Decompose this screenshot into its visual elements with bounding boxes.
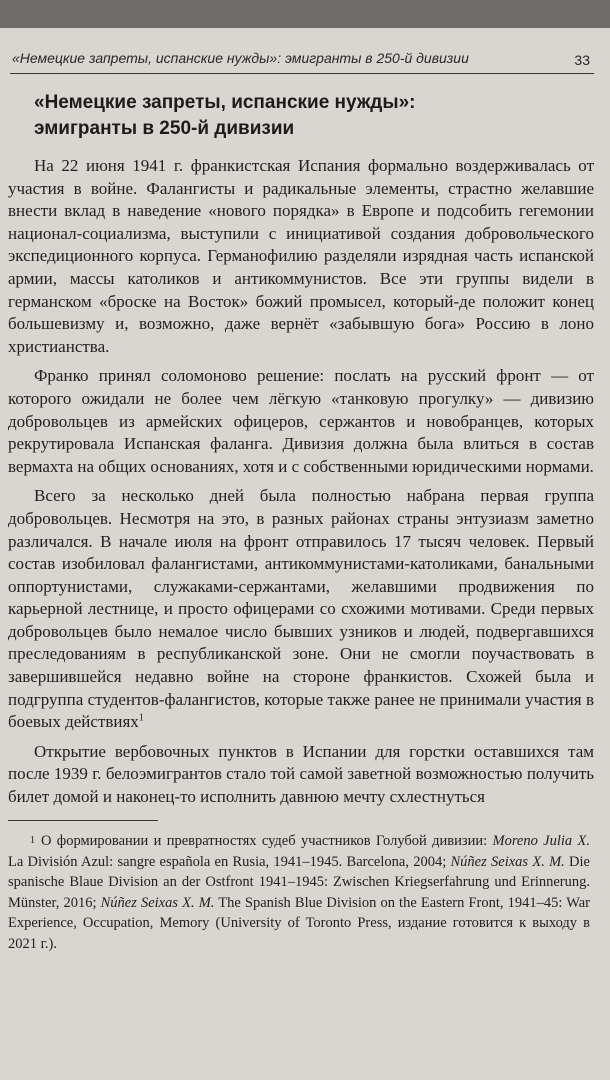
paragraph-1: На 22 июня 1941 г. франкистская Испания формально воздерживалась от участия в войне. Фалангисты и радикальные элементы, страстно желавшие внести вклад в наведение «нового порядка» в Европе и подсобить гегемонии национал-социализма, выступили с инициативой создания добровольческого экспедиционного корпуса. Германофилию разделяли изрядная часть испанской армии, массы католиков и антикоммунистов. Все эти группы видели в германском «броске на Восток» божий промысел, который-де положит конец большевизму и, возможно, даже вернёт «забывшую бога» Россию в лоно христианства. <box>8 156 594 356</box>
running-head: «Немецкие запреты, испанские нужды»: эмигранты в 250-й дивизии <box>12 50 469 66</box>
book-page <box>0 28 610 1080</box>
section-heading <box>34 90 574 142</box>
footnote-author-1: Moreno Julia X. <box>492 833 590 849</box>
footnote <box>8 831 590 954</box>
footnote-author-2: Núñez Seixas X. M. <box>450 853 565 870</box>
body-text <box>8 155 594 809</box>
paragraph-3-text: Всего за несколько дней была полностью набрана первая группа добровольцев. Несмотря на это, в разных районах страны энтузиазм заметно различался. В начале июля на фронт отправилось 17 тысяч человек. Первый состав изобиловал фалангистами, антикоммунистами-католиками, банальными оппортунистами, служаками-сержантами, желавшими продвижения по карьерной лестнице, и просто офицерами со схожими мотивами. Среди первых добровольцев было немалое число бывших узников и людей, подвергавшихся преследованиям в республиканской зоне. Они не смогли поучаствовать в завершившейся недавно войне на стороне франкистов. Схожей была и подгруппа студентов-фалангистов, которые также ранее не принимали участия в боевых действиях <box>8 486 594 732</box>
section-heading-line-2: эмигранты в 250-й дивизии <box>34 118 295 139</box>
paragraph-4: Открытие вербовочных пунктов в Испании для горстки оставшихся там после 1939 г. белоэмигрантов стало той самой заветной возможностью получить билет домой и наконец-то исполнить давнюю мечту схлестнуться <box>8 741 594 807</box>
footnote-reference[interactable]: 1 <box>138 712 144 724</box>
footnote-mark: 1 <box>30 835 35 846</box>
section-heading-line-1: «Немецкие запреты, испанские нужды»: <box>34 92 416 113</box>
footnote-text-1: О формировании и превратностях судеб участников Голубой дивизии: <box>41 833 493 849</box>
footnote-text-3: Die spanische Blaue Division an der Ostfront 1941–1945: Zwischen Kriegserfahrung und Erinnerung. Münster, 2016; <box>8 853 590 911</box>
page-number: 33 <box>574 52 590 68</box>
footnote-rule <box>8 820 158 821</box>
paragraph-2: Франко принял соломоново решение: послать на русский фронт — от которого ожидали не более чем лёгкую «танковую прогулку» — дивизию добровольцев из армейских офицеров, сержантов и новобранцев, которых рекрутировала Испанская фаланга. Дивизия должна была влиться в состав вермахта на общих основаниях, хотя и с собственными юридическими нормами. <box>8 366 594 476</box>
paragraph-3 <box>8 485 594 734</box>
header-rule <box>10 73 594 74</box>
footnote-text-2: La División Azul: sangre española en Rusia, 1941–1945. Barcelona, 2004; <box>8 853 451 870</box>
footnote-text-4: The Spanish Blue Division on the Eastern Front, 1941–45: War Experience, Occupation, Memory (University of Toronto Press, издание готовится к выходу в 2021 г.). <box>8 894 590 952</box>
footnote-author-3: Núñez Seixas X. M. <box>100 894 215 911</box>
